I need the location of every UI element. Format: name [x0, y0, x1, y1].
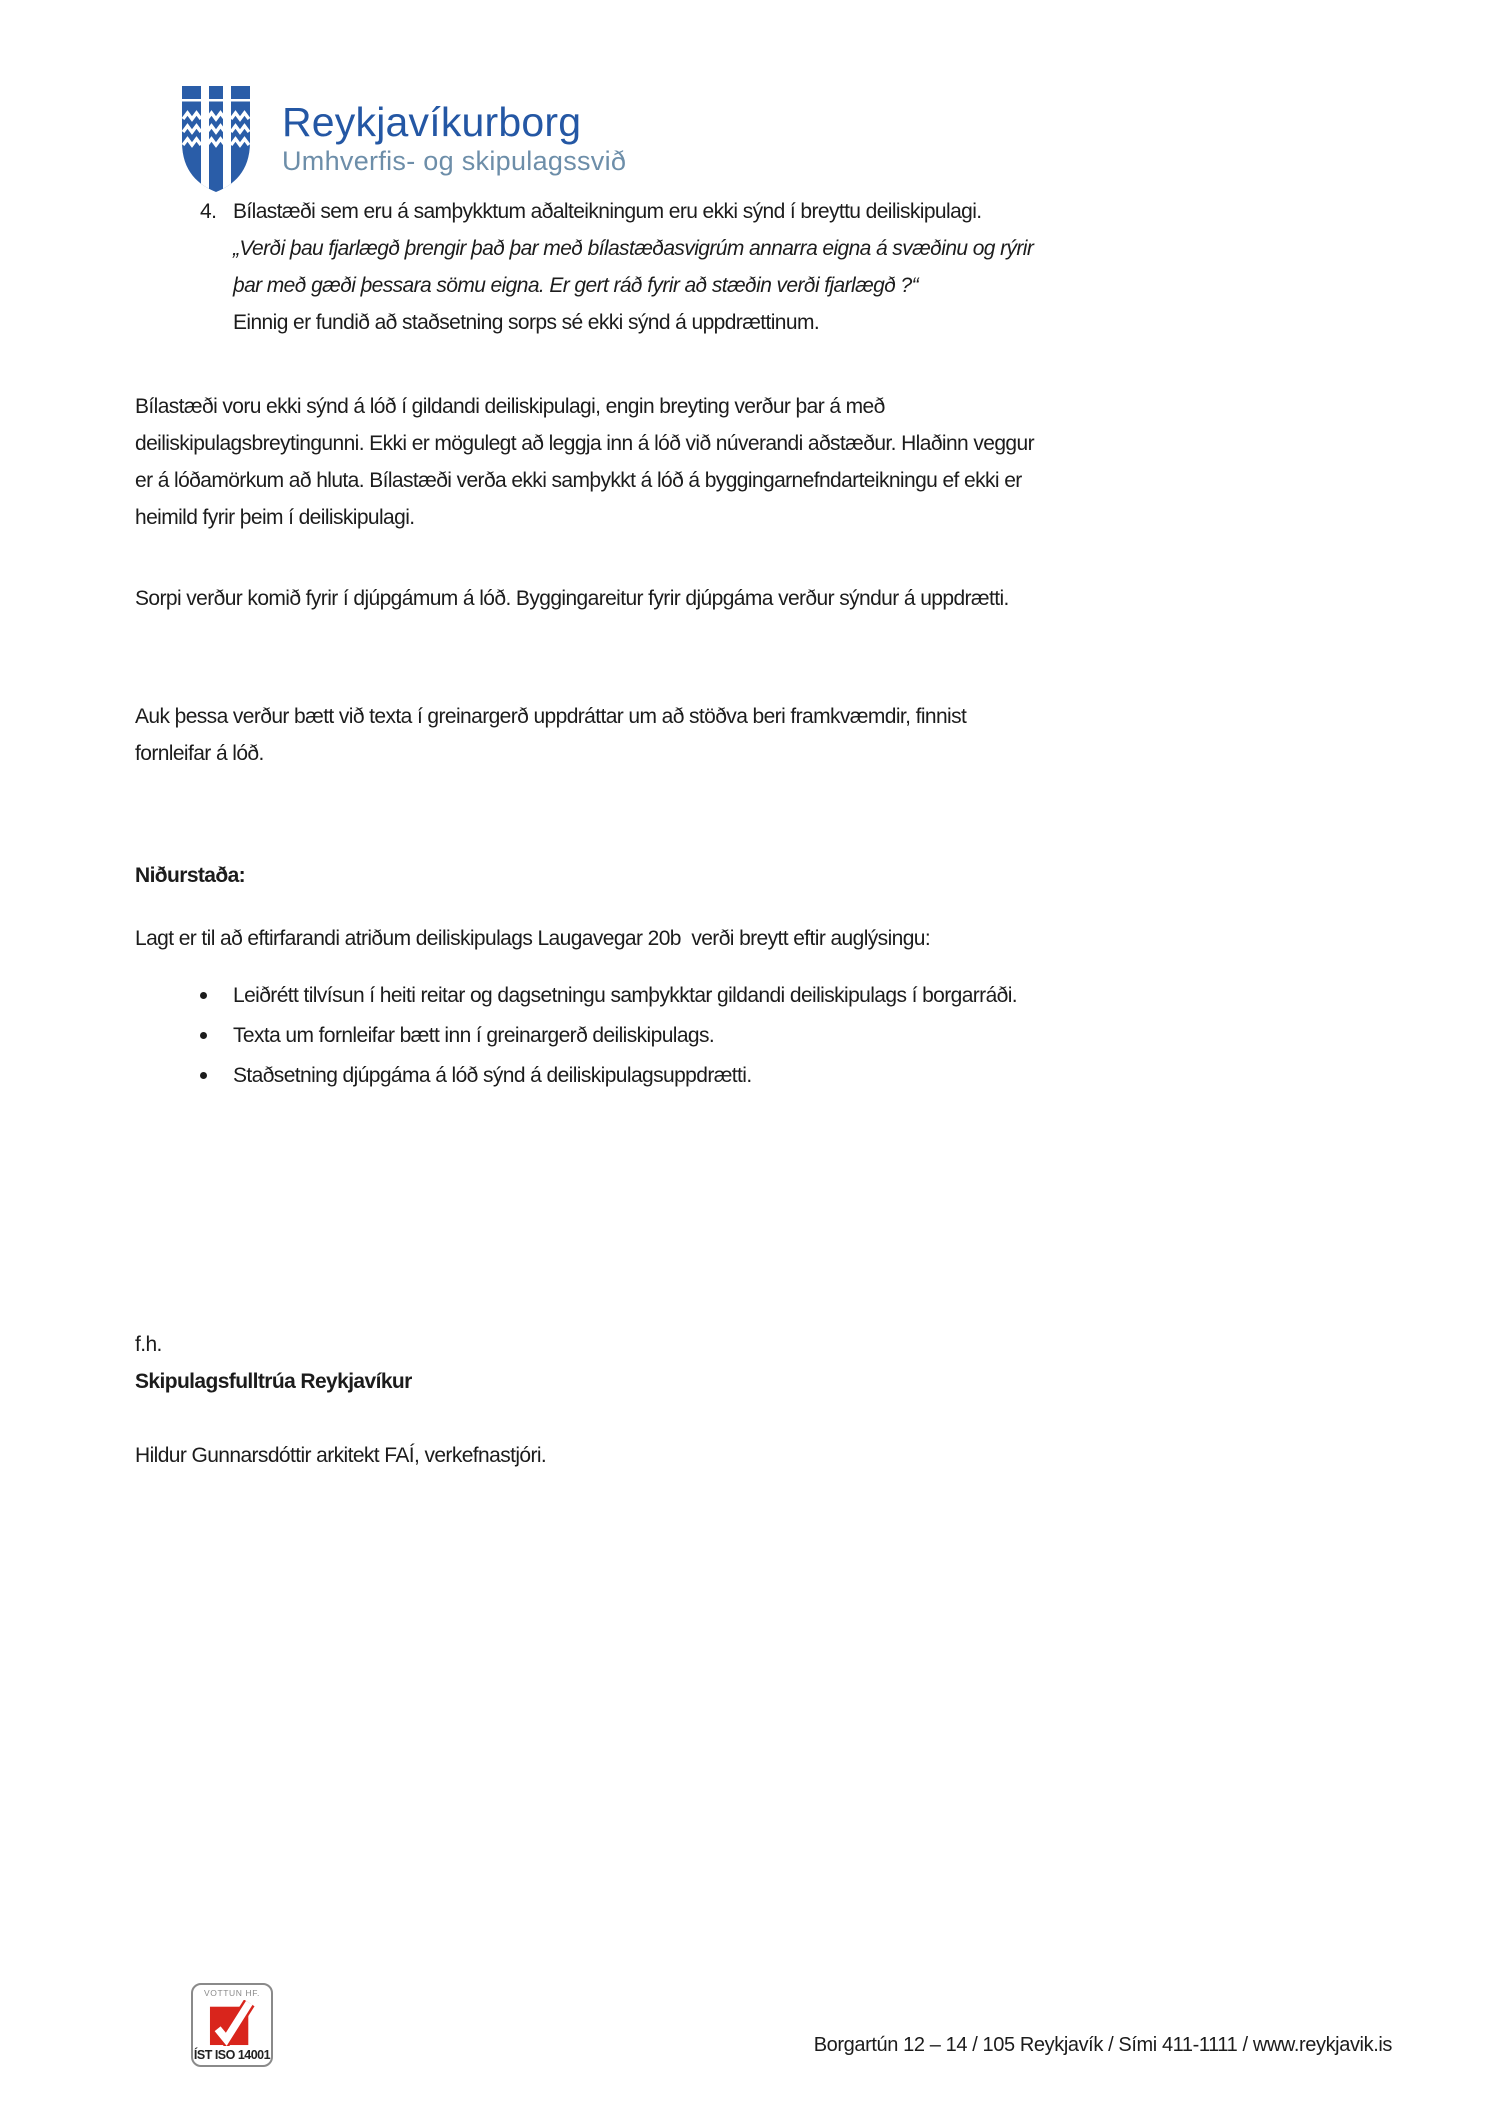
- iso-badge-top-label: VOTTUN HF.: [203, 1988, 261, 1998]
- remark-statement: Bílastæði sem eru á samþykktum aðalteikningum eru ekki sýnd í breyttu deiliskipulagi.: [233, 200, 982, 223]
- remark-followup: Einnig er fundið að staðsetning sorps sé ekki sýnd á uppdrættinum.: [233, 311, 820, 334]
- reykjavik-coat-of-arms-icon: [180, 86, 252, 194]
- remark-item-number: 4.: [200, 200, 217, 223]
- list-item: [200, 982, 1060, 1010]
- letterhead-text: [282, 86, 626, 194]
- response-paragraph-2: [135, 580, 1040, 617]
- letterhead: [180, 86, 626, 194]
- signature-office: Skipulagsfulltrúa Reykjavíkur: [135, 1370, 412, 1393]
- signature-block: [135, 1326, 412, 1400]
- remark-quote: „Verði þau fjarlægð þrengir það þar með bílastæðasvigrúm annarra eigna á svæðinu og rýrir þar með gæði þessara sömu eigna. Er gert ráð fyrir að stæðin verði fjarlægð ?“: [233, 237, 1034, 297]
- bullet-icon: [200, 1072, 207, 1079]
- bullet-text: Texta um fornleifar bætt inn í greinargerð deiliskipulags.: [233, 1024, 715, 1047]
- bullet-text: Staðsetning djúpgáma á lóð sýnd á deiliskipulagsuppdrætti.: [233, 1064, 752, 1087]
- list-item: [200, 1022, 1060, 1050]
- iso-badge-bottom-label: ÍST ISO 14001: [193, 2048, 271, 2062]
- checkmark-icon: [209, 2000, 255, 2046]
- response-text-1: Bílastæði voru ekki sýnd á lóð í gildandi deiliskipulagi, engin breyting verður þar á með deiliskipulagsbreytingunni. Ekki er mögulegt að leggja inn á lóð við núverandi aðstæður. Hlaðinn veggur er á lóðamörkum að hluta. Bílastæði verða ekki samþykkt á lóð á byggingarnefndarteikningu ef ekki er heimild fyrir þeim í deiliskipulagi.: [135, 395, 1034, 529]
- remark-item-content: [233, 193, 1053, 341]
- response-text-3: Auk þessa verður bætt við texta í greinargerð uppdráttar um að stöðva beri framkvæmdir, finnist fornleifar á lóð.: [135, 705, 967, 765]
- remark-item-4: [200, 193, 1053, 341]
- department-name: Umhverfis- og skipulagssvið: [282, 146, 627, 176]
- conclusion-heading: Niðurstaða:: [135, 864, 246, 887]
- list-item: [200, 1062, 1060, 1090]
- bullet-text: Leiðrétt tilvísun í heiti reitar og dagsetningu samþykktar gildandi deiliskipulags í borgarráði.: [233, 984, 1018, 1007]
- iso-14001-badge: [191, 1983, 273, 2067]
- response-paragraph-3: [135, 698, 1040, 772]
- footer-address-line: Borgartún 12 – 14 / 105 Reykjavík / Sími 411-1111 / www.reykjavik.is: [813, 2034, 1392, 2056]
- bullet-icon: [200, 1032, 207, 1039]
- response-text-2: Sorpi verður komið fyrir í djúpgámum á lóð. Byggingareitur fyrir djúpgáma verður sýndur á uppdrætti.: [135, 587, 1009, 610]
- conclusion-bullet-list: [200, 982, 1060, 1102]
- signature-on-behalf: f.h.: [135, 1333, 162, 1356]
- signature-name: Hildur Gunnarsdóttir arkitekt FAÍ, verkefnastjóri.: [135, 1444, 547, 1467]
- conclusion-intro: Lagt er til að eftirfarandi atriðum deiliskipulags Laugavegar 20b verði breytt eftir auglýsingu:: [135, 927, 931, 950]
- response-paragraph-1: [135, 388, 1040, 536]
- org-name: Reykjavíkurborg: [282, 99, 582, 145]
- bullet-icon: [200, 992, 207, 999]
